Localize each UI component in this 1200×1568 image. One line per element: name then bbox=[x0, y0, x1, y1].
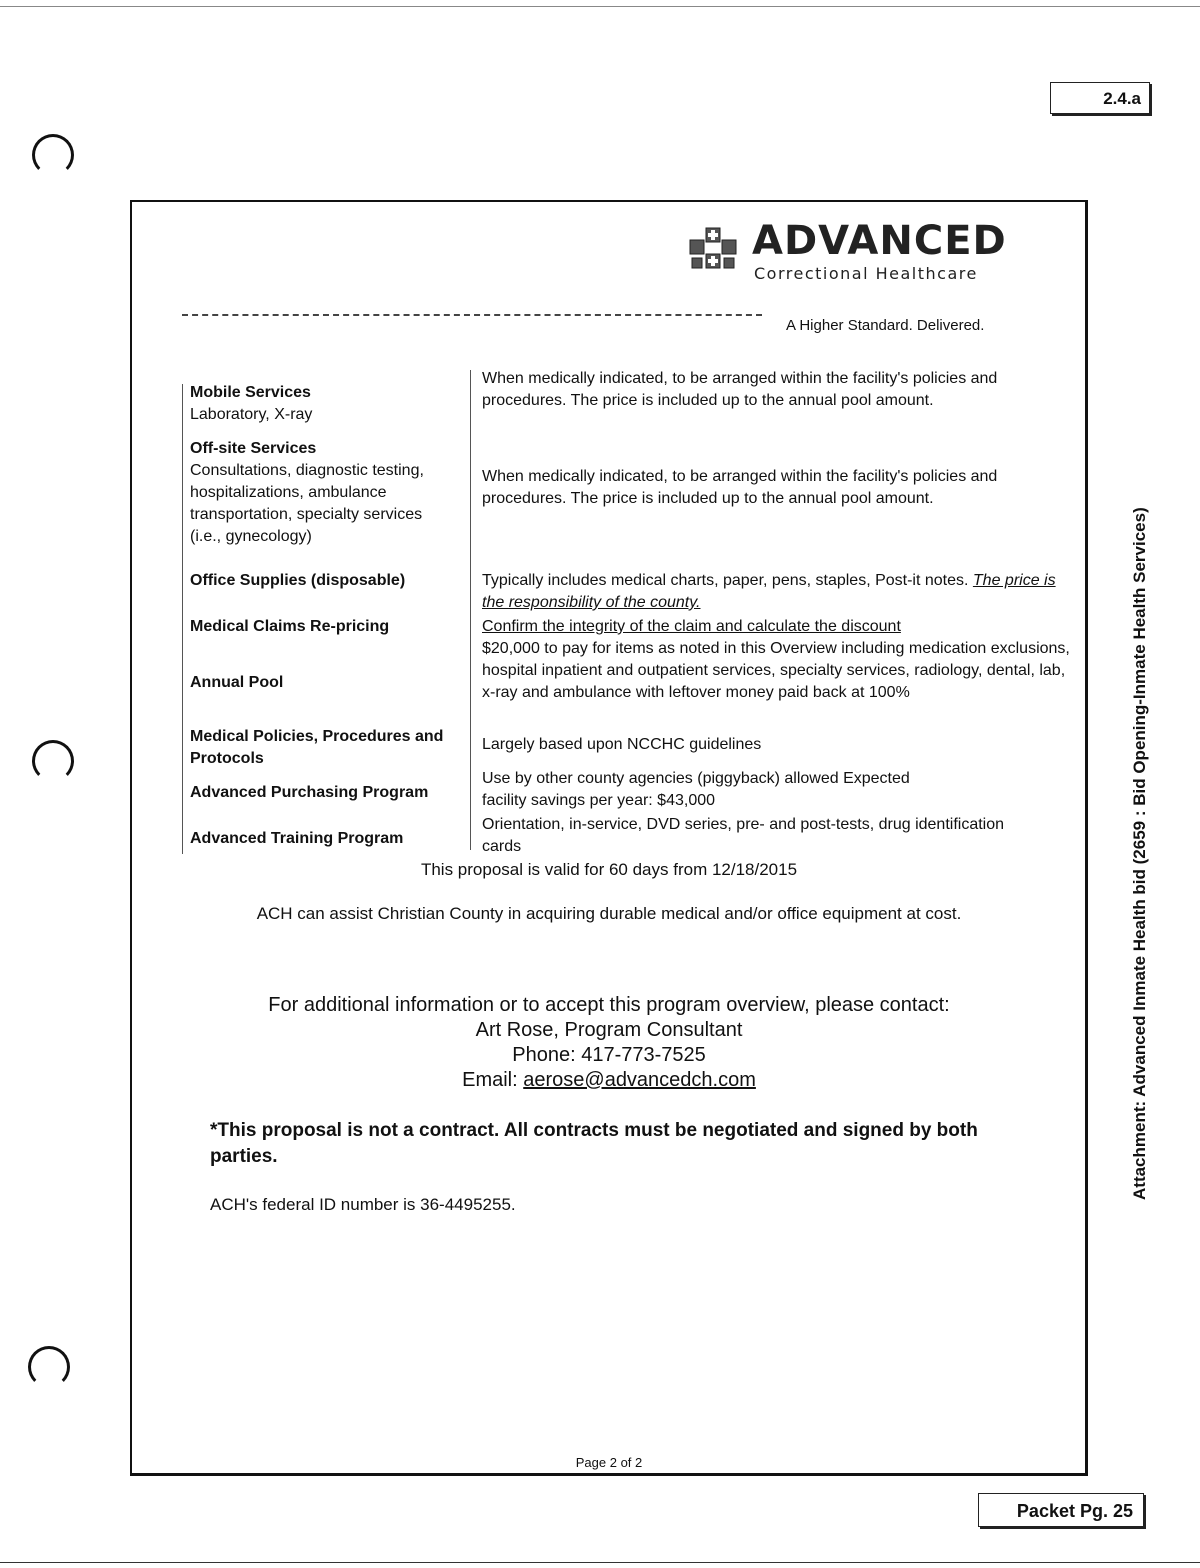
disclaimer: *This proposal is not a contract. All contracts must be negotiated and signed by both parties. bbox=[210, 1120, 978, 1167]
row-value: When medically indicated, to be arranged within the facility's policies and procedures. The price is included up to the annual pool amount. bbox=[482, 370, 998, 409]
logo-name: ADVANCED bbox=[752, 218, 1007, 264]
contact-intro: For additional information or to accept this program overview, please contact: bbox=[268, 994, 950, 1016]
row-value: When medically indicated, to be arranged within the facility's policies and procedures. The price is included up to the annual pool amount. bbox=[482, 468, 998, 507]
column-divider bbox=[182, 384, 183, 854]
contact-block bbox=[130, 993, 1088, 1093]
contact-email-line: Email: aerose@advancedch.com bbox=[462, 1069, 756, 1091]
header-divider bbox=[182, 314, 762, 316]
punch-hole-icon bbox=[32, 740, 74, 782]
row-label: Off-site Services Consultations, diagnostic testing, hospitalizations, ambulance transportation, specialty services (i.e., gynecology) bbox=[190, 440, 424, 545]
row-label: Advanced Training Program bbox=[190, 830, 404, 847]
attachment-caption: Attachment: Advanced Inmate Health bid (2659 : Bid Opening-Inmate Health Services) bbox=[1130, 507, 1149, 1200]
row-label: Medical Policies, Procedures and Protocols bbox=[190, 728, 444, 767]
page-number: Page 2 of 2 bbox=[575, 1455, 643, 1470]
row-value: $20,000 to pay for items as noted in this Overview including medication exclusions, hospital inpatient and outpatient services, specialty services, radiology, dental, lab, x-ray and ambulance with leftover money paid back at 100% bbox=[482, 640, 1070, 701]
bottom-rule bbox=[0, 1562, 1200, 1563]
row-label: Mobile Services Laboratory, X-ray bbox=[190, 384, 313, 423]
federal-id: ACH's federal ID number is 36-4495255. bbox=[210, 1195, 516, 1214]
row-label: Annual Pool bbox=[190, 674, 284, 691]
row-label: Office Supplies (disposable) bbox=[190, 572, 406, 589]
top-rule bbox=[0, 6, 1200, 7]
column-divider bbox=[470, 370, 471, 850]
validity-note: This proposal is valid for 60 days from 12/18/2015 bbox=[420, 860, 798, 879]
row-label: Medical Claims Re-pricing bbox=[190, 618, 390, 635]
logo-subtitle: Correctional Healthcare bbox=[754, 264, 978, 283]
row-value: Use by other county agencies (piggyback) allowed Expected facility savings per year: $43,000 bbox=[482, 770, 910, 809]
contact-phone: Phone: 417-773-7525 bbox=[512, 1044, 706, 1066]
punch-hole-icon bbox=[32, 134, 74, 176]
tagline: A Higher Standard. Delivered. bbox=[786, 317, 985, 334]
punch-hole-icon bbox=[28, 1346, 70, 1388]
row-label: Advanced Purchasing Program bbox=[190, 784, 429, 801]
row-value: Typically includes medical charts, paper, pens, staples, Post-it notes. The price is the responsibility of the county. bbox=[482, 572, 1056, 611]
row-value: Confirm the integrity of the claim and calculate the discount bbox=[482, 618, 901, 635]
contact-email-link[interactable]: aerose@advancedch.com bbox=[523, 1069, 756, 1091]
row-value: Largely based upon NCCHC guidelines bbox=[482, 736, 762, 753]
equipment-note: ACH can assist Christian County in acquiring durable medical and/or office equipment at cost. bbox=[256, 904, 962, 923]
cross-cluster-icon bbox=[684, 226, 744, 278]
packet-page-tag: Packet Pg. 25 bbox=[978, 1493, 1144, 1527]
attachment-tag: 2.4.a bbox=[1050, 82, 1150, 114]
row-value: Orientation, in-service, DVD series, pre- and post-tests, drug identification cards bbox=[482, 816, 1005, 855]
contact-name: Art Rose, Program Consultant bbox=[475, 1019, 743, 1041]
